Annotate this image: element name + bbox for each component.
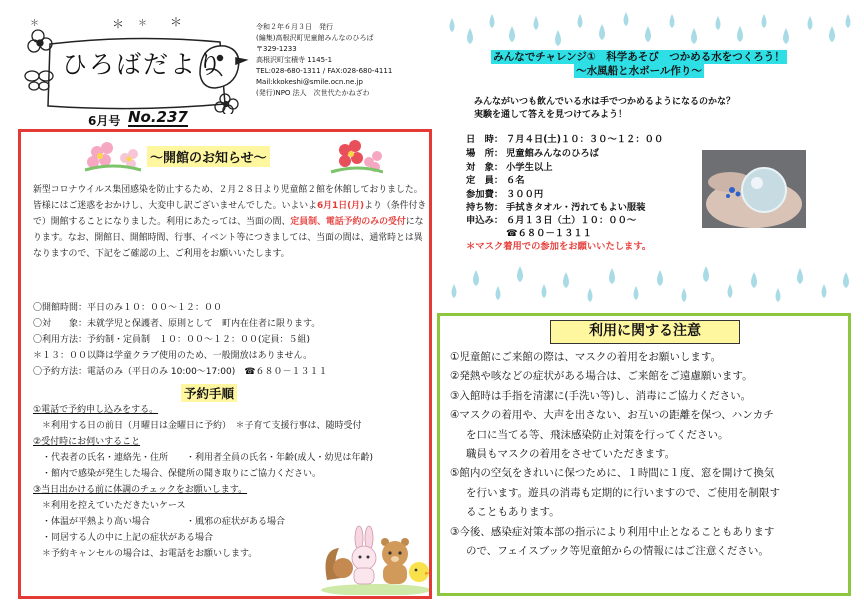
- svg-text:＊: ＊: [112, 17, 125, 31]
- opening-notice-box: [18, 129, 432, 599]
- info-line: 〇開館時間：平日のみ１０：００～１２：００: [33, 303, 223, 313]
- publisher-line: 〒329-1233: [256, 45, 297, 53]
- usage-rules-box: [437, 313, 851, 596]
- step-line: ②受付時にお伺いすること: [33, 437, 141, 447]
- flower-icon: [28, 30, 52, 52]
- info-line: 〇予約方法：電話のみ（平日のみ 10:00～17:00) ☎６８０－１３１１: [33, 367, 328, 377]
- publisher-line: 高根沢町宝積寺 1145-1: [256, 56, 333, 64]
- publisher-line: (発行)NPO 法人 次世代たかねざわ: [256, 89, 370, 97]
- rule-line: ので、フェイスブック等児童館からの情報にはご注意ください。: [466, 545, 769, 558]
- step-line: ・体温が平熱より高い場合 ・風邪の症状がある場合: [33, 517, 286, 527]
- detail-key: 場 所：: [466, 148, 504, 159]
- issue-number: No.237: [128, 108, 188, 126]
- detail-key: 対 象：: [466, 162, 504, 173]
- rule-line: を口に当てる等、飛沫感染防止対策を行ってください。: [466, 428, 729, 441]
- publisher-info: [256, 22, 446, 99]
- detail-key: 定 員：: [466, 175, 504, 186]
- detail-value: 手拭きタオル・汚れてもよい服装: [506, 202, 646, 213]
- detail-key: 持ち物：: [466, 202, 504, 213]
- rule-line: ることもあります。: [466, 506, 560, 519]
- detail-value: ６名: [506, 175, 525, 186]
- step-line: ・同居する人の中に上記の症状がある場合: [33, 533, 214, 543]
- reservation-rule: 定員制、電話予約のみの受付: [290, 217, 406, 227]
- rule-line: ③入館時は手指を清潔に(手洗い等)し、消毒にご協力ください。: [450, 389, 752, 402]
- svg-text:＊: ＊: [170, 15, 183, 29]
- step-line: ＊利用する日の前日（月曜日は金曜日に予約） ＊子育て支援行事は、随時受付: [33, 421, 362, 431]
- info-line: 〇対 象：未就学児と保護者、原則として 町内在住者に限ります。: [33, 319, 321, 329]
- publisher-line: Mail:kkokeshi@smile.ocn.ne.jp: [256, 78, 363, 86]
- water-ball-photo: [702, 150, 806, 228]
- rule-line: ①児童館にご来館の際は、マスクの着用をお願いします。: [450, 351, 722, 363]
- mask-note: ＊マスク着用での参加をお願いいたします。: [466, 241, 652, 252]
- detail-value: ☎６８０－１３１１: [506, 228, 592, 239]
- svg-text:＊: ＊: [138, 19, 148, 29]
- challenge-detail-row: [466, 175, 525, 187]
- challenge-detail-row: [466, 148, 599, 160]
- step-line: ①電話で予約申し込みをする。: [33, 405, 159, 415]
- issue-label: 6月号: [88, 114, 121, 128]
- animal-friends-illustration: [321, 510, 431, 595]
- challenge-intro-line: みんながいつも飲んでいる水は手でつかめるようになるのかな？: [474, 97, 736, 107]
- reservation-steps-heading: 予約手順: [181, 384, 237, 402]
- step-line: ・代表者の氏名・連絡先・住所 ・利用者全員の氏名・年齢(成人・幼児は年齢): [33, 453, 374, 463]
- challenge-detail-row: [466, 134, 663, 146]
- info-line: ＊１３：００以降は学童クラブ使用のため、一般開放はありません。: [33, 351, 313, 361]
- step-line: ＊利用を控えていただきたいケース: [33, 501, 186, 511]
- publisher-line: (編集)高根沢町児童館みんなのひろば: [256, 34, 374, 42]
- info-line: 〇利用方法：予約制・定員制 １０：００～１２：００(定員：５組): [33, 335, 311, 345]
- detail-key: 申込み：: [466, 215, 504, 226]
- newsletter-title: ひろばだより: [62, 50, 225, 79]
- challenge-detail-row: [466, 202, 645, 214]
- detail-key: 参加費：: [466, 189, 504, 200]
- rule-line: ②発熱や咳などの症状がある場合は、ご来館をご遠慮願います。: [450, 370, 753, 383]
- challenge-intro-line: 実験を通して答えを見つけてみよう！: [474, 110, 628, 120]
- challenge-detail-row: [466, 162, 553, 174]
- detail-key: 日 時：: [466, 134, 504, 145]
- notice-title: ～開館のお知らせ～: [147, 146, 270, 167]
- rule-line: ③今後、感染症対策本部の指示により利用中止となることもあります: [450, 525, 775, 538]
- rule-line: ④マスクの着用や、大声を出さない、お互いの距離を保つ、ハンカチ: [450, 409, 774, 422]
- detail-value: ６月１３日（土）１０：００～: [506, 215, 637, 226]
- challenge-detail-row: [466, 215, 636, 227]
- step-line: ③当日出かける前に体調のチェックをお願いします。: [33, 485, 248, 495]
- challenge-title: [476, 50, 802, 78]
- raindrop-border-icon: [440, 258, 856, 308]
- challenge-title-line: みんなでチャレンジ① 科学あそび つかめる水をつくろう！: [493, 51, 785, 63]
- challenge-detail-row: [466, 189, 543, 201]
- detail-value: ３００円: [506, 189, 544, 200]
- notice-text: 新型コロナウイルス集団感染を防止するため、２月２８日より児童館２館を休館しておりました。皆様にはご迷惑をおかけし、大変申し訳ございませんでした。いよいよ: [33, 185, 423, 211]
- step-line: ・館内で感染が発生した場合、保健所の聞き取りにご協力ください。: [33, 469, 322, 479]
- notice-text: になります。なお、開館日、開館時間、行事、イベント等につきましては、当面の間は、通常時とは異なりますので、下記をご確認の上、ご利用をお願いいたします。: [33, 217, 424, 259]
- opening-date: 6月1日(月): [317, 201, 365, 211]
- svg-text:＊: ＊: [30, 19, 40, 29]
- challenge-title-line: ～水風船と水ボール作り～: [576, 65, 702, 77]
- detail-value: 児童館みんなのひろば: [506, 148, 599, 159]
- detail-value: 小学生以上: [506, 162, 553, 173]
- publisher-line: 令和２年６月３日 発行: [256, 23, 333, 31]
- raindrop-border-icon: [440, 8, 856, 48]
- publisher-line: TEL:028-680-1311 / FAX:028-680-4111: [256, 67, 393, 75]
- challenge-detail-row: [466, 228, 592, 240]
- usage-rules-title: 利用に関する注意: [550, 320, 740, 344]
- challenge-intro: [474, 96, 735, 122]
- detail-value: ７月４日(土)１０：３０～１２：００: [506, 134, 664, 145]
- notice-paragraph: [33, 182, 429, 262]
- rule-line: ⑤館内の空気をきれいに保つために、１時間に１度、窓を開けて換気: [450, 467, 775, 480]
- rule-line: を行います。遊具の消毒も定期的に行いますので、ご使用を制限す: [466, 486, 780, 499]
- rule-line: 職員もマスクの着用をさせていただきます。: [466, 448, 676, 461]
- notice-text: より（条件付きで）開館することになりました。利用にあたっては、当面の間、: [33, 201, 427, 227]
- step-line: ＊予約キャンセルの場合は、お電話をお願いします。: [33, 549, 258, 559]
- usage-rules-list: [450, 348, 846, 561]
